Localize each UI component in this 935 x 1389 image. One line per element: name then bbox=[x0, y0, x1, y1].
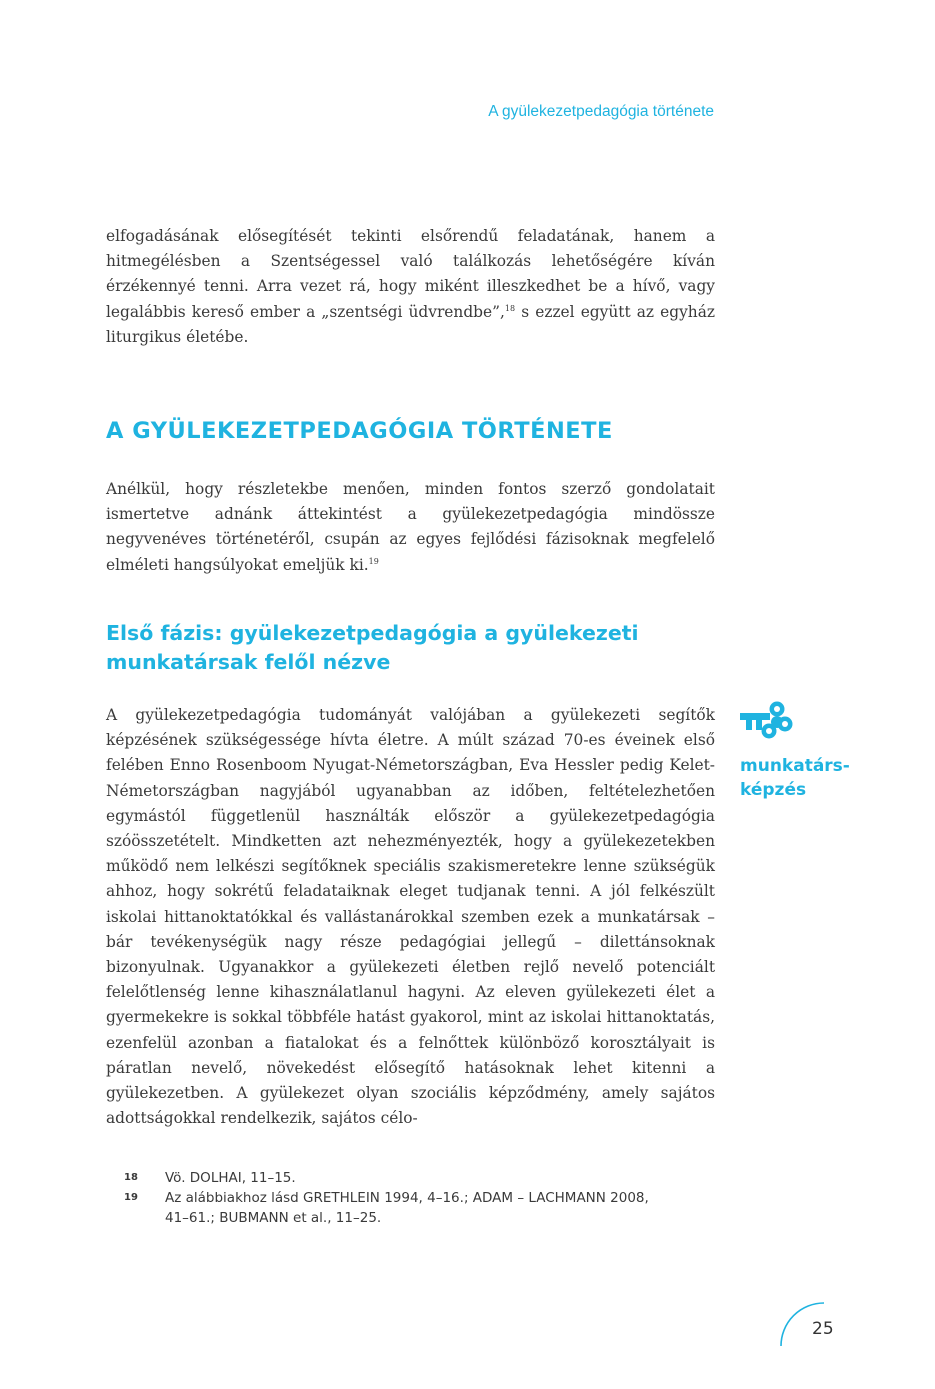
intro-text-end: s ezzel együtt az egyház liturgikus életébe. bbox=[106, 302, 715, 346]
footnote-18 bbox=[106, 1168, 721, 1188]
subsection-heading bbox=[106, 619, 726, 677]
footnote-line: Vö. DOLHAI, 11–15. bbox=[165, 1170, 296, 1186]
footnotes bbox=[106, 1168, 721, 1228]
footnote-text bbox=[165, 1168, 721, 1188]
body-paragraph: A gyülekezetpedagógia tudományát valójában a gyülekezeti segítők képzésének szükségessége hívta életre. A múlt század 70-es éveinek első felében Enno Rosenboom Nyugat-Németországban, Eva Hessler pedig Kelet-Németországban nagyjából ugyanabban az időben, feltételezhetően egymástól függetlenül használták először a gyülekezetpedagógia szóösszetételt. Mindketten azt nehezményezték, hogy a gyülekezetekben működő nem lelkészi segítőknek speciális szakismeretekre lenne szükségük ahhoz, hogy sokrétű feladataiknak eleget tudjanak tenni. A jól felkészült iskolai hittanoktatókkal és vallástanárokkal szemben ezek a munkatársak – bár tevékenységük nagy része pedagógiai jellegű – dilettánsoknak bizonyulnak. Ugyanakkor a gyülekezeti életben rejlő nevelő potenciált felelőtlenség lenne kihasználatlanul hagyni. Az eleven gyülekezeti élet a gyermekekre is sokkal többféle hatást gyakorol, mint az iskolai hittanoktatás, ezenfelül azonban a fiatalokat és a felnőttek különböző korosztályait is páratlan nevelő, növekedést elősegítő hatásoknak lehet kitenni a gyülekezetben. A gyülekezet olyan szociális képződmény, amely sajátos adottságokkal rendelkezik, sajátos célo- bbox=[106, 706, 715, 1128]
subsection-heading-line-1: Első fázis: gyülekezetpedagógia a gyülekezeti bbox=[106, 621, 639, 645]
intro-paragraph bbox=[106, 224, 715, 350]
footnote-line: Az alábbiakhoz lásd GRETHLEIN 1994, 4–16.; ADAM – LACHMANN 2008, bbox=[165, 1190, 649, 1206]
footnote-number: 18 bbox=[124, 1172, 138, 1183]
running-head: A gyülekezetpedagógia története bbox=[488, 103, 714, 120]
footnote-number: 19 bbox=[124, 1192, 138, 1203]
margin-note bbox=[740, 700, 880, 802]
footnote-line: 41–61.; BUBMANN et al., 11–25. bbox=[165, 1210, 382, 1226]
subsection-heading-line-2: munkatársak felől nézve bbox=[106, 650, 391, 674]
section-paragraph-text: Anélkül, hogy részletekbe menően, minden fontos szerző gondolatait ismertetve adnánk áttekintést a gyülekezetpedagógia mindössze negyvenéves történetéről, csupán az egyes fejlődési fázisoknak megfelelő elméleti hangsúlyokat emeljük ki. bbox=[106, 480, 715, 574]
margin-label-line-2: képzés bbox=[740, 780, 807, 800]
key-icon bbox=[740, 700, 796, 742]
margin-label-line-1: munkatárs- bbox=[740, 756, 850, 776]
footnote-ref-19[interactable]: 19 bbox=[368, 556, 379, 566]
footnote-ref-18[interactable]: 18 bbox=[504, 303, 516, 313]
page-number: 25 bbox=[812, 1319, 834, 1339]
intro-text: elfogadásának elősegítését tekinti elsőrendű feladatának, hanem a hitmegélésben a Szentségessel való találkozás lehetőségére kíván érzékennyé tenni. Arra vezet rá, hogy miként illeszkedhet be a hívő, vagy legalábbis kereső ember a „szentségi üdvrendbe”, bbox=[106, 227, 715, 321]
footnote-text bbox=[165, 1188, 721, 1228]
section-heading: A GYÜLEKEZETPEDAGÓGIA TÖRTÉNETE bbox=[106, 418, 613, 444]
section-paragraph bbox=[106, 477, 715, 578]
margin-label bbox=[740, 754, 880, 802]
footnote-19 bbox=[106, 1188, 721, 1228]
